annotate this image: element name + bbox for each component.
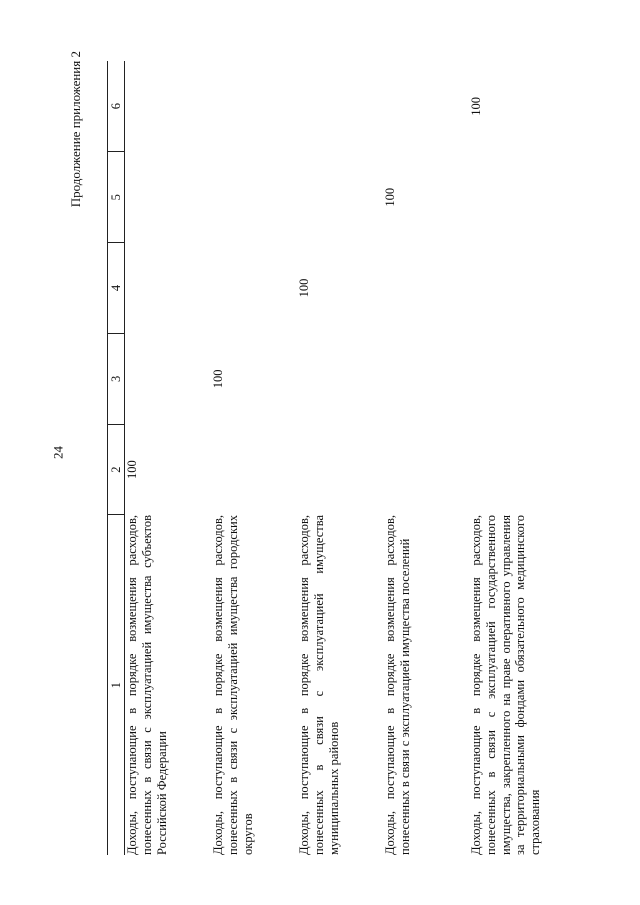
row-description: Доходы, поступающие в порядке возмещения расходов, понесенных в связи с эксплуатацией имущества муниципальных районов	[297, 515, 341, 855]
row-description: Доходы, поступающие в порядке возмещения расходов, понесенных в связи с эксплуатацией имущества городских округов	[211, 515, 255, 855]
column-header-2: 2	[108, 424, 125, 515]
row-value-col2	[211, 424, 297, 515]
table-header-row	[108, 61, 125, 855]
continuation-note: Продолжение приложения 2	[68, 51, 83, 208]
row-value-col3	[125, 333, 212, 424]
row-value-col4	[125, 243, 212, 334]
row-value-col2: 100	[125, 460, 139, 479]
landscape-page	[50, 45, 620, 865]
row-value-col6	[211, 61, 297, 152]
appendix-table	[107, 61, 609, 855]
column-header-4: 4	[108, 243, 125, 334]
row-value-col6: 100	[469, 97, 483, 116]
row-value-col2	[297, 424, 383, 515]
row-value-col4	[469, 243, 609, 334]
row-value-col3: 100	[211, 369, 225, 389]
row-value-col3	[469, 333, 609, 424]
row-value-col5	[469, 152, 609, 243]
column-header-6: 6	[108, 61, 125, 152]
row-value-col3	[383, 333, 469, 424]
row-value-col4	[211, 243, 297, 334]
table-row	[469, 61, 609, 855]
row-description: Доходы, поступающие в порядке возмещения расходов, понесенных в связи с эксплуатацией имущества субъектов Российской Федерации	[125, 515, 169, 855]
page-number: 24	[50, 446, 66, 459]
column-header-1: 1	[108, 515, 125, 855]
row-value-col2	[383, 424, 469, 515]
row-value-col6	[125, 61, 212, 152]
row-description: Доходы, поступающие в порядке возмещения расходов, понесенных в связи с эксплуатацией государственного имущества, закрепленного на праве оперативного управления за территориальными фондами обязательного медицинского страхования	[469, 515, 543, 855]
row-description: Доходы, поступающие в порядке возмещения расходов, понесенных в связи с эксплуатацией имущества поселений	[383, 515, 412, 855]
column-header-3: 3	[108, 333, 125, 424]
row-value-col5	[211, 152, 297, 243]
row-value-col2	[469, 424, 609, 515]
row-value-col4	[383, 243, 469, 334]
row-value-col6	[383, 61, 469, 152]
column-header-5: 5	[108, 152, 125, 243]
row-value-col6	[297, 61, 383, 152]
row-value-col5	[297, 152, 383, 243]
table-row	[383, 61, 469, 855]
row-value-col5: 100	[383, 187, 397, 207]
row-value-col5	[125, 152, 212, 243]
row-value-col4: 100	[297, 278, 311, 298]
table-row	[125, 61, 212, 855]
table-row	[211, 61, 297, 855]
table-row	[297, 61, 383, 855]
row-value-col3	[297, 333, 383, 424]
